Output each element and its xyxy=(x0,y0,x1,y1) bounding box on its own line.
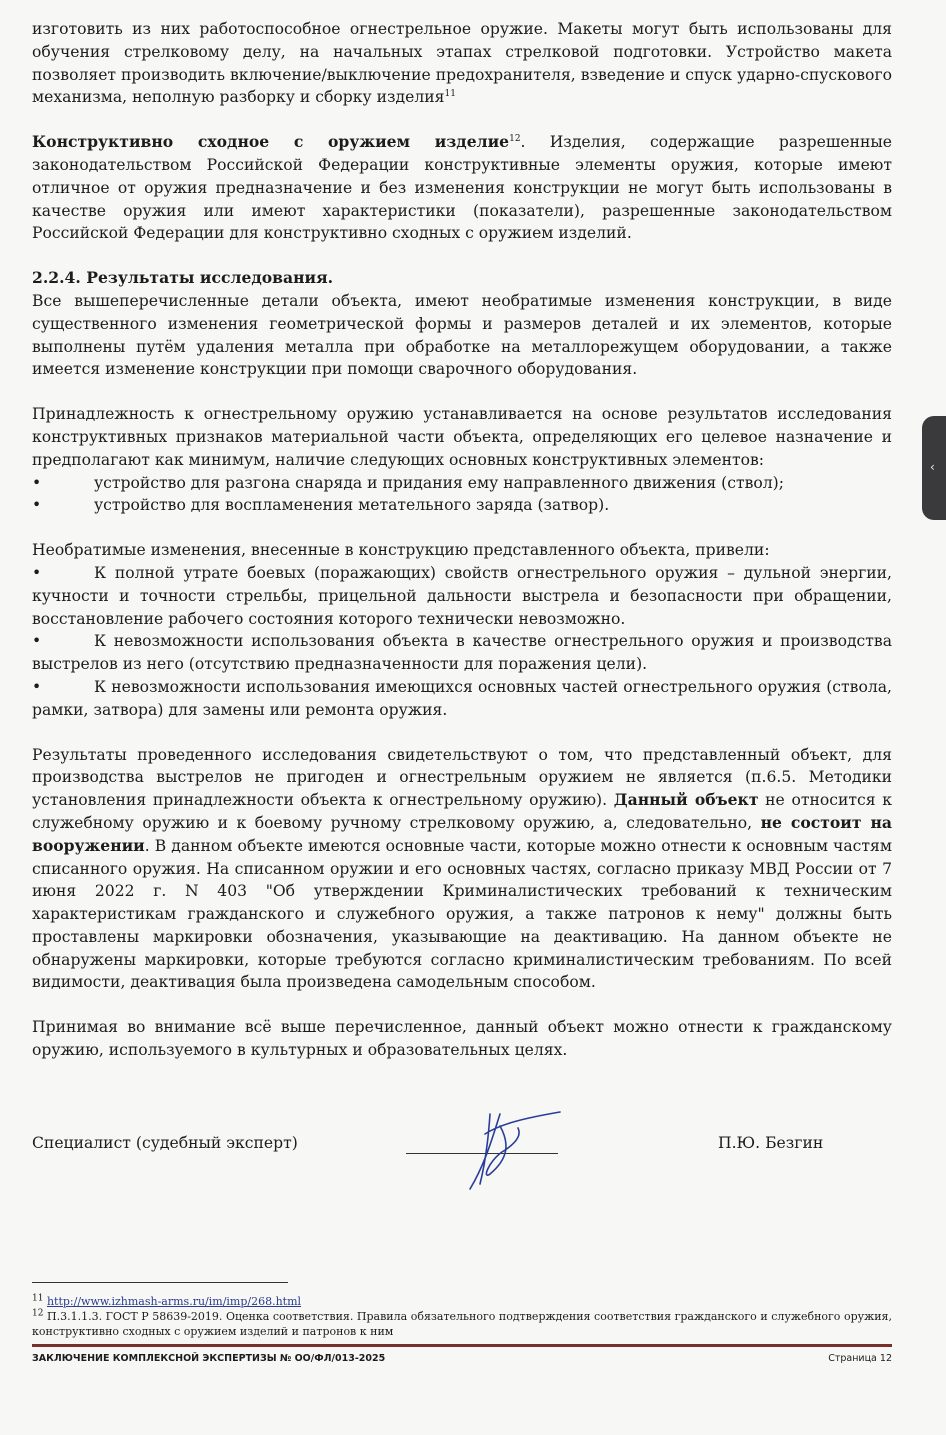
footnote-link[interactable]: http://www.izhmash-arms.ru/im/imp/268.html xyxy=(46,1295,302,1308)
list-item: • устройство для разгона снаряда и придания ему направленного движения (ствол); xyxy=(32,472,892,495)
footnote-divider xyxy=(32,1282,288,1283)
paragraph-definition: Конструктивно сходное с оружием изделие$^{12}$. Изделия, содержащие разрешенные законодательством Российской Федерации конструктивные элементы оружия, которые имеют отличное от оружия предназначение и без изменения конструкции не могут быть использованы в качестве оружия или имеют характеристики (показатели), разрешенные законодательством Российской Федерации для конструктивно сходных с оружием изделий. xyxy=(32,132,892,243)
paragraph-belonging: Принадлежность к огнестрельному оружию устанавливается на основе результатов исследования конструктивных признаков материальной части объекта, определяющих его целевое назначение и предполагают как минимум, наличие следующих основных конструктивных элементов: xyxy=(32,405,892,469)
page-content xyxy=(32,18,892,1062)
footnote-ref-11[interactable]: 11 xyxy=(444,89,456,100)
signer-name: П.Ю. Безгин xyxy=(718,1134,824,1152)
definition-term: Конструктивно сходное с оружием изделие xyxy=(32,132,510,152)
page-number: Страница 12 xyxy=(828,1353,892,1364)
footnote-12: $^{12}$ П.3.1.1.3. ГОСТ Р 58639-2019. Оценка соответствия. Правила обязательного подтверждения соответствия гражданского и служебного оружия, конструктивно сходных с оружием изделий и патронов к ним xyxy=(32,1308,892,1338)
side-panel-handle[interactable] xyxy=(922,416,946,520)
handwritten-signature xyxy=(430,1104,580,1194)
footnote-ref-12[interactable]: 12 xyxy=(509,134,521,144)
bullet-marker: • xyxy=(32,496,42,515)
bullet-marker: • xyxy=(32,677,42,696)
bullet-marker: • xyxy=(32,563,42,582)
paragraph-results: Все вышеперечисленные детали объекта, имеют необратимые изменения конструкции, в виде существенного изменения геометрической формы и размеров деталей и их элементов, которые выполнены путём удаления металла при обработке на металлорежущем оборудовании, а также имеется изменение конструкции при помощи сварочного оборудования. xyxy=(32,291,892,379)
paragraph-changes: Необратимые изменения, внесенные в конструкцию представленного объекта, привели: xyxy=(32,541,770,560)
section-heading: 2.2.4. Результаты исследования. xyxy=(32,268,334,288)
list-item: • К невозможности использования имеющихся основных частей огнестрельного оружия (ствола, рамки, затвора) для замены или ремонта оружия. xyxy=(32,677,892,719)
chevron-left-icon: ‹ xyxy=(930,460,935,474)
paragraph-conclusion: Результаты проведенного исследования свидетельствуют о том, что представленный объект, для производства выстрелов не пригоден и огнестрельным оружием не является (п.6.5. Методики установления принадлежности объекта к огнестрельному оружию). Данный объект не относится к служебному оружию и к боевому ручному стрелковому оружию, а, следовательно, не состоит на вооружении. В данном объекте имеются основные части, которые можно отнести к основным частям списанного оружия. На списанном оружии и его основных частях, согласно приказу МВД России от 7 июня 2022 г. N 403 "Об утверждении Криминалистических требований к техническим характеристикам гражданского и служебного оружия, а также патронов к нему" должны быть проставлены маркировки обозначения, указывающие на деактивацию. На данном объекте не обнаружены маркировки, которые требуются согласно криминалистическим требованиям. По всей видимости, деактивация была произведена самодельным способом. xyxy=(32,745,892,992)
bullet-marker: • xyxy=(32,632,42,651)
paragraph-final: Принимая во внимание всё выше перечисленное, данный объект можно отнести к гражданскому оружию, используемого в культурных и образовательных целях. xyxy=(32,1018,892,1060)
list-item: • К невозможности использования объекта в качестве огнестрельного оружия и производства выстрелов из него (отсутствию предназначенности для поражения цели). xyxy=(32,632,892,674)
document-title: ЗАКЛЮЧЕНИЕ КОМПЛЕКСНОЙ ЭКСПЕРТИЗЫ № ОО/ФЛ/013-2025 xyxy=(32,1353,386,1364)
list-item: • устройство для воспламенения метательного заряда (затвор). xyxy=(32,494,892,517)
footnotes xyxy=(32,1294,892,1339)
signer-role: Специалист (судебный эксперт) xyxy=(32,1134,298,1152)
bullet-marker: • xyxy=(32,473,42,492)
footer-divider xyxy=(32,1344,892,1347)
list-item: • К полной утрате боевых (поражающих) свойств огнестрельного оружия – дульной энергии, кучности и точности стрельбы, прицельной дальности выстрела и безопасности при обращении, восстановление рабочего состояния которого технически невозможно. xyxy=(32,563,892,628)
paragraph-makety: изготовить из них работоспособное огнестрельное оружие. Макеты могут быть использованы для обучения стрелковому делу, на начальных этапах стрелковой подготовки. Устройство макета позволяет производить включение/выключение предохранителя, взведение и спуск ударно-спускового механизма, неполную разборку и сборку изделия$^{11}$ xyxy=(32,20,892,107)
footnote-11: $^{11}$ http://www.izhmash-arms.ru/im/imp/268.html xyxy=(32,1293,302,1308)
signature-block xyxy=(32,1134,892,1194)
